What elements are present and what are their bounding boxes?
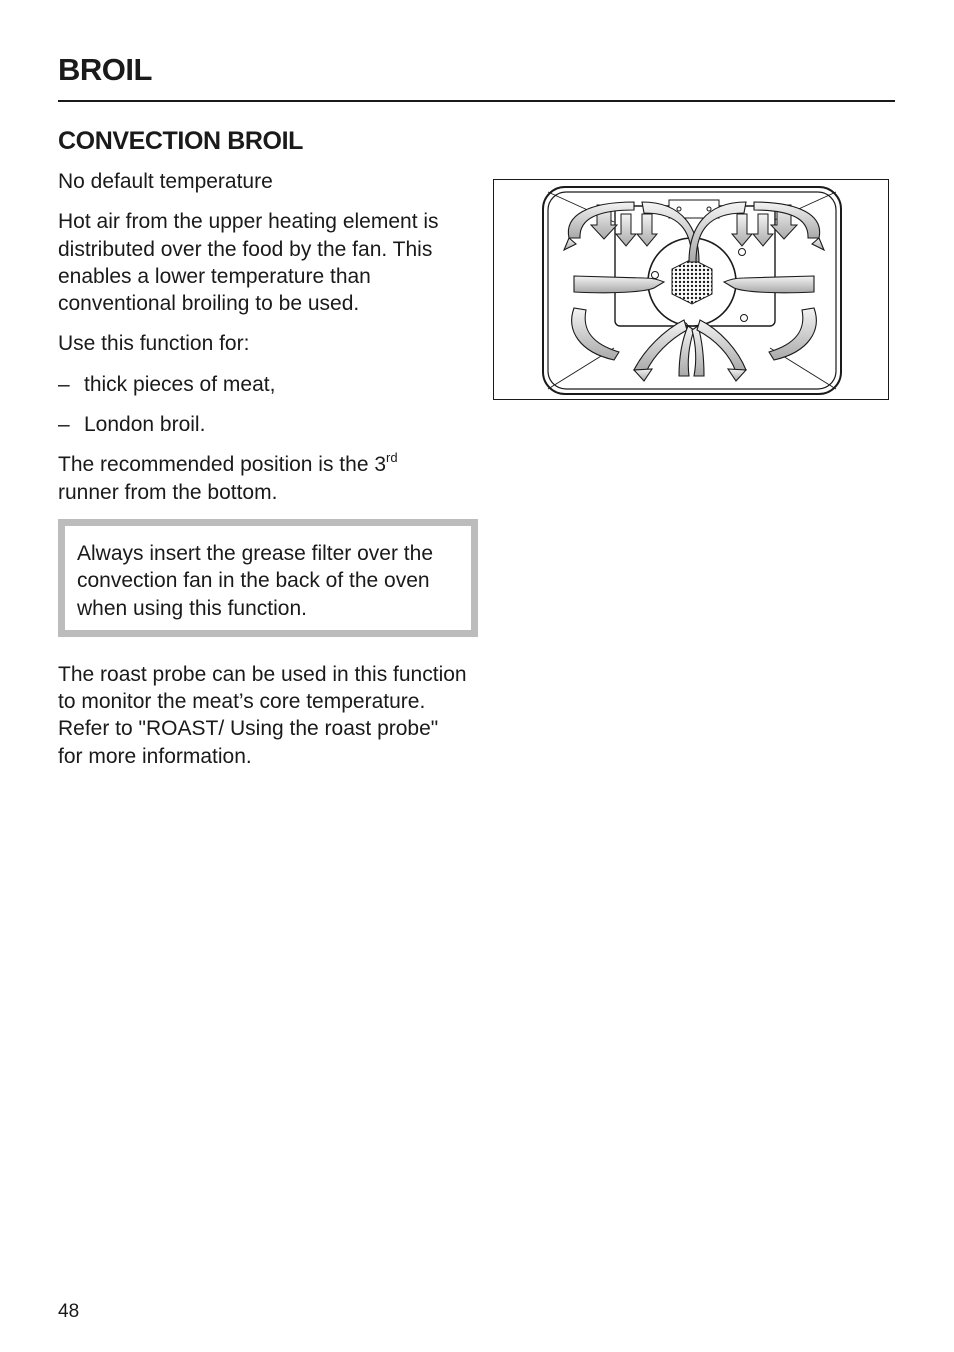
roast-probe-paragraph: The roast probe can be used in this function to monitor the meat’s core temperature. Refer to "ROAST/ Using the roast probe" for more information.: [58, 662, 467, 768]
ordinal-suffix: rd: [386, 450, 398, 466]
use-for-intro: Use this function for:: [58, 332, 250, 356]
list-item-text: London broil.: [84, 413, 206, 437]
body-text-column: [58, 168, 468, 783]
note-box: [58, 519, 478, 637]
position-text-end: runner from the bottom.: [58, 480, 278, 504]
note-text: Always insert the grease filter over the convection fan in the back of the oven when using this function.: [77, 541, 433, 620]
position-text: The recommended position is the 3: [58, 453, 387, 477]
list-item: [58, 371, 468, 398]
default-temperature-text: No default temperature: [58, 170, 273, 193]
fan-grille: [672, 259, 712, 304]
section-title: CONVECTION BROIL: [58, 127, 303, 155]
convection-airflow-illustration: [493, 179, 889, 400]
list-dash: –: [58, 372, 70, 396]
title-divider: [58, 100, 895, 102]
page-number: 48: [58, 1301, 80, 1322]
page-title: BROIL: [58, 52, 152, 87]
list-item-text: thick pieces of meat,: [84, 372, 276, 396]
description-paragraph: Hot air from the upper heating element is distributed over the food by the fan. This enables a lower temperature than conventional broiling to be used.: [58, 210, 439, 316]
oven-airflow-diagram: [494, 180, 887, 398]
list-dash: –: [58, 413, 70, 437]
list-item: [58, 411, 468, 438]
recommended-position-paragraph: [58, 451, 468, 506]
